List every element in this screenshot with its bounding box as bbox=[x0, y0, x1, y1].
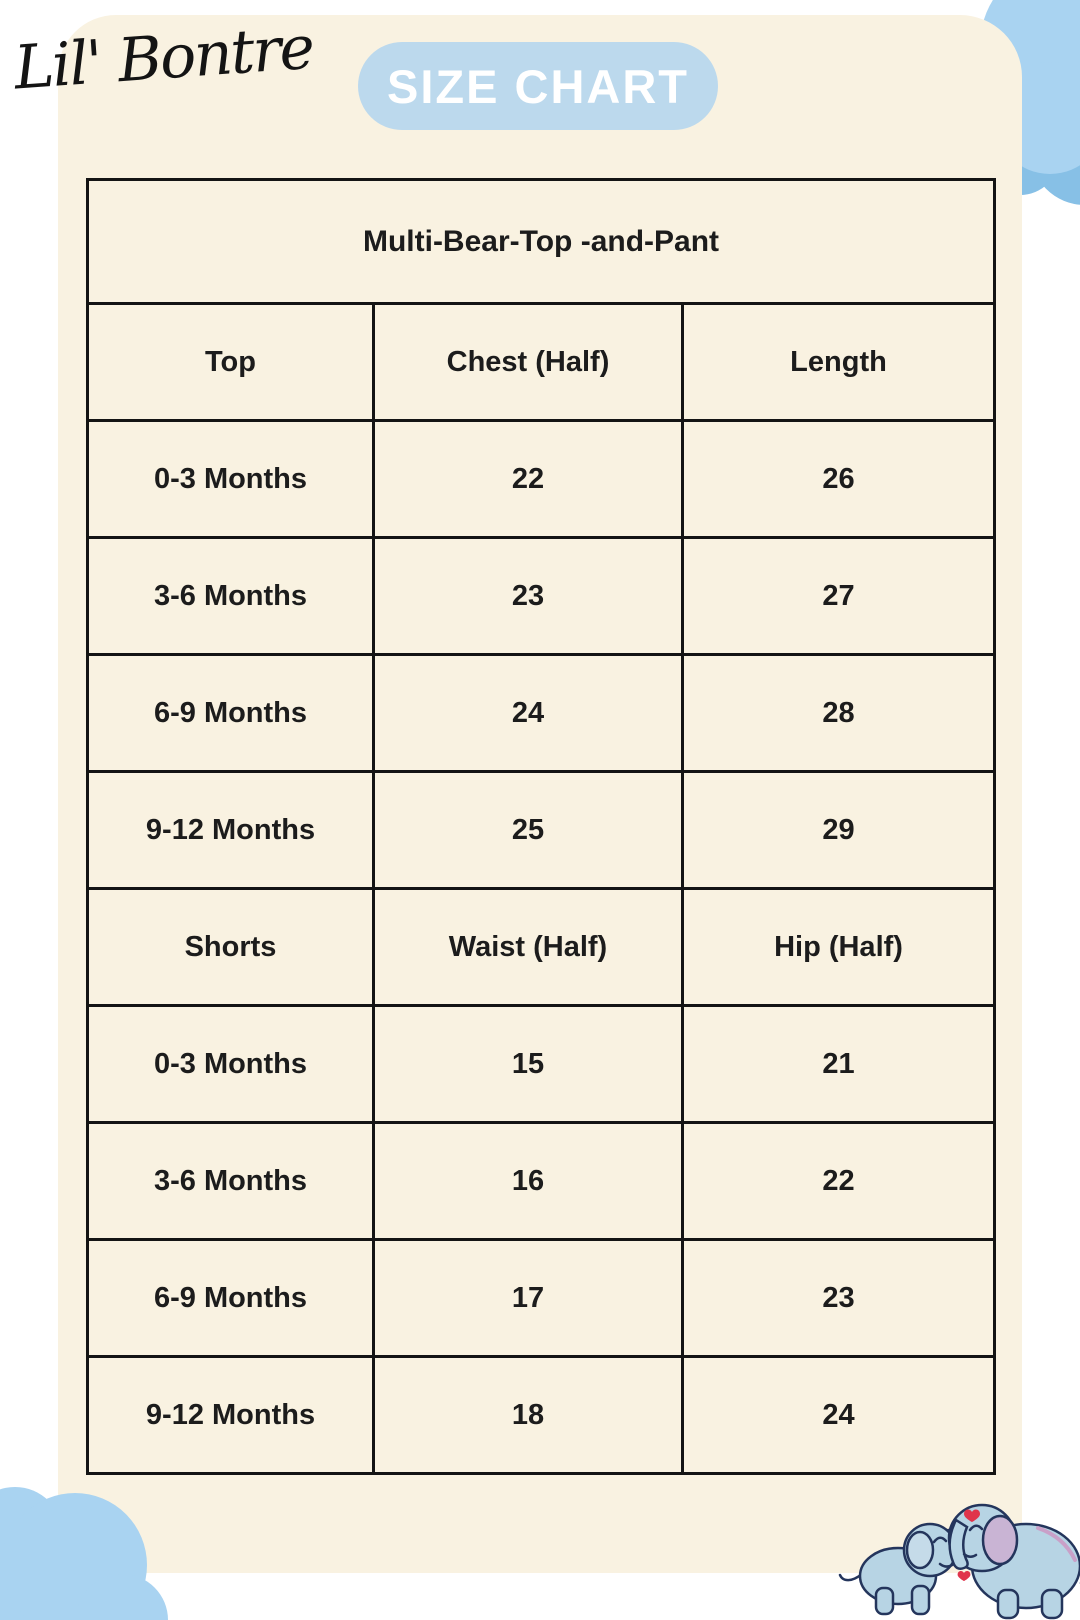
size-chart-badge: SIZE CHART bbox=[358, 42, 718, 130]
size-chart-table bbox=[86, 178, 996, 1475]
brand-logo: Lil' Bontre bbox=[11, 12, 316, 104]
elephants-illustration bbox=[830, 1478, 1080, 1620]
size-value: 29 bbox=[683, 772, 995, 889]
size-row-label: 6-9 Months bbox=[88, 1240, 374, 1357]
size-value: 28 bbox=[683, 655, 995, 772]
column-header-top: Top bbox=[88, 304, 374, 421]
size-value: 15 bbox=[374, 1006, 683, 1123]
column-header-hip: Hip (Half) bbox=[683, 889, 995, 1006]
cloud-icon bbox=[0, 1460, 210, 1620]
size-value: 22 bbox=[683, 1123, 995, 1240]
size-value: 25 bbox=[374, 772, 683, 889]
column-header-length: Length bbox=[683, 304, 995, 421]
size-value: 22 bbox=[374, 421, 683, 538]
table-row bbox=[88, 772, 995, 889]
table-title: Multi-Bear-Top -and-Pant bbox=[88, 180, 995, 304]
size-value: 24 bbox=[683, 1357, 995, 1474]
size-value: 17 bbox=[374, 1240, 683, 1357]
size-value: 18 bbox=[374, 1357, 683, 1474]
size-value: 24 bbox=[374, 655, 683, 772]
table-row bbox=[88, 1357, 995, 1474]
heart-icon bbox=[958, 1571, 971, 1581]
table-title-row bbox=[88, 180, 995, 304]
size-row-label: 3-6 Months bbox=[88, 538, 374, 655]
table-row bbox=[88, 538, 995, 655]
column-header-shorts: Shorts bbox=[88, 889, 374, 1006]
table-row bbox=[88, 1240, 995, 1357]
size-row-label: 6-9 Months bbox=[88, 655, 374, 772]
size-value: 23 bbox=[374, 538, 683, 655]
size-value: 23 bbox=[683, 1240, 995, 1357]
size-value: 16 bbox=[374, 1123, 683, 1240]
size-value: 26 bbox=[683, 421, 995, 538]
size-value: 27 bbox=[683, 538, 995, 655]
size-value: 21 bbox=[683, 1006, 995, 1123]
table-row bbox=[88, 421, 995, 538]
size-row-label: 9-12 Months bbox=[88, 772, 374, 889]
size-row-label: 0-3 Months bbox=[88, 1006, 374, 1123]
table-header-row-top bbox=[88, 304, 995, 421]
column-header-waist: Waist (Half) bbox=[374, 889, 683, 1006]
table-row bbox=[88, 1123, 995, 1240]
size-row-label: 3-6 Months bbox=[88, 1123, 374, 1240]
table-row bbox=[88, 1006, 995, 1123]
column-header-chest: Chest (Half) bbox=[374, 304, 683, 421]
size-row-label: 0-3 Months bbox=[88, 421, 374, 538]
table-row bbox=[88, 655, 995, 772]
table-header-row-shorts bbox=[88, 889, 995, 1006]
size-row-label: 9-12 Months bbox=[88, 1357, 374, 1474]
